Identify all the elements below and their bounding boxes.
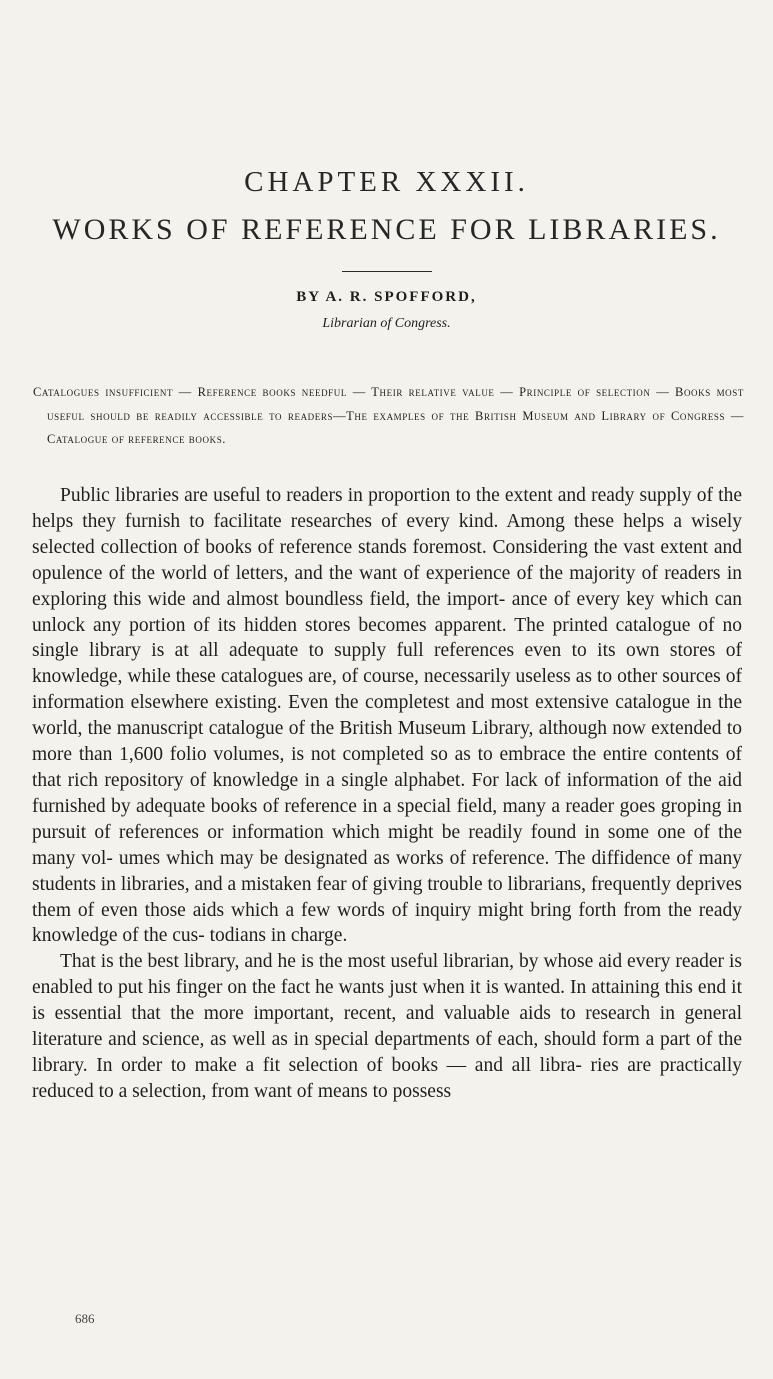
author-byline: BY A. R. SPOFFORD, — [296, 289, 477, 305]
author-role: Librarian of Congress. — [322, 316, 451, 331]
page-number: 686 — [75, 1311, 95, 1326]
chapter-heading: CHAPTER XXXII. — [244, 166, 529, 198]
chapter-synopsis — [33, 381, 744, 452]
divider-rule — [342, 271, 432, 272]
chapter-synopsis-text: Catalogues insufficient — Reference books needful — Their relative value — Principle of selection — Books most useful should be readily accessible to readers—The examples of the British Museum and Library of Congress — Catalogue of reference books. — [33, 385, 744, 446]
body-text — [32, 483, 742, 1105]
paragraph: That is the best library, and he is the most useful librarian, by whose aid every reader is enabled to put his finger on the fact he wants just when it is wanted. In attaining this end it is essential that the more important, recent, and valuable aids to research in general literature and science, as well as in special departments of each, should form a part of the library. In order to make a fit selection of books — and all libra- ries are practically reduced to a selection, from want of means to possess — [32, 951, 742, 1102]
paragraph: Public libraries are useful to readers in proportion to the extent and ready supply of the helps they furnish to facilitate researches of every kind. Among these helps a wisely selected collection of books of reference stands foremost. Considering the vast extent and opulence of the world of letters, and the want of experience of the majority of readers in exploring this wide and almost boundless field, the import- ance of every key which can unlock any portion of its hidden stores becomes apparent. The printed catalogue of no single library is at all adequate to supply full references even to its own stores of knowledge, while these catalogues are, of course, necessarily useless as to other sources of information elsewhere existing. Even the completest and most extensive catalogue in the world, the manuscript catalogue of the British Museum Library, although now extended to more than 1,600 folio volumes, is not completed so as to embrace the entire contents of that rich repository of knowledge in a single alphabet. For lack of information of the aid furnished by adequate books of reference in a special field, many a reader goes groping in pursuit of references or information which might be readily found in some one of the many vol- umes which may be designated as works of reference. The diffidence of many students in libraries, and a mistaken fear of giving trouble to librarians, frequently deprives them of even those aids which a few words of inquiry might bring forth from the ready knowledge of the cus- todians in charge. — [32, 485, 742, 947]
chapter-title: WORKS OF REFERENCE FOR LIBRARIES. — [52, 213, 721, 246]
